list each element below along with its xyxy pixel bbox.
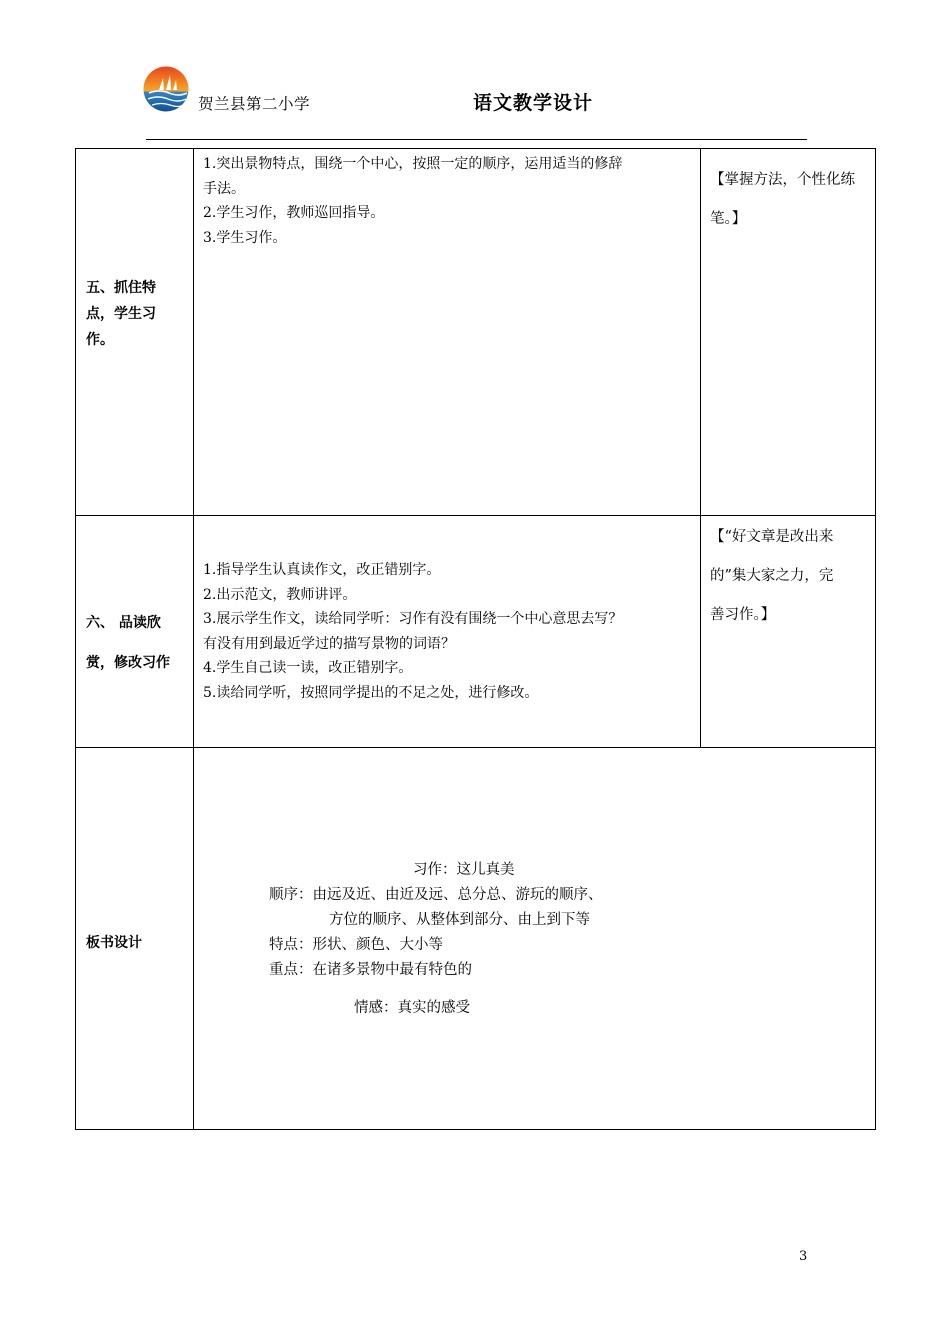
blackboard-design [194,748,875,1128]
board-order-line: 顺序：由远及近、由近及远、总分总、游玩的顺序、 [269,887,603,903]
design-note: 【掌握方法，个性化练 笔。】 [710,172,855,227]
board-title: 习作：这儿真美 [413,862,515,878]
content-line: 1.突出景物特点，围绕一个中心，按照一定的顺序，运用适当的修辞 [203,156,623,172]
board-order-line: 方位的顺序、从整体到部分、由上到下等 [329,912,590,928]
table-row [76,748,876,1130]
board-emotion: 情感：真实的感受 [354,1000,470,1016]
lesson-plan-table [75,148,876,1130]
stage-title: 五、抓住特 点，学生习 作。 [86,280,156,348]
content-line: 2.出示范文，教师讲评。 [203,586,357,603]
document-title: 语文教学设计 [473,92,594,114]
school-name: 贺兰县第二小学 [198,95,311,113]
board-features: 特点：形状、颜色、大小等 [269,937,443,953]
content-line: 2.学生习作，教师巡回指导。 [203,205,385,221]
blackboard-cell [194,748,876,1130]
activity-content [194,149,700,250]
header-divider [146,139,807,140]
content-line: 5.读给同学听，按照同学提出的不足之处，进行修改。 [203,684,539,701]
table-row [76,149,876,516]
content-line: 1.指导学生认真读作文，改正错别字。 [203,562,441,578]
stage-title: 板书设计 [86,935,142,951]
note-cell [701,516,876,748]
activity-content [194,516,700,705]
content-line: 3.展示学生作文，读给同学听：习作有没有围绕一个中心意思去写？ [203,611,623,627]
design-note: 【“好文章是改出来 的”集大家之力，完 善习作。】 [710,529,834,623]
content-cell [194,516,701,748]
content-line: 4.学生自己读一读，改正错别字。 [203,660,413,676]
content-line: 手法。 [203,180,245,197]
stage-cell [76,516,194,748]
content-line: 有没有用到最近学过的描写景物的词语？ [203,635,455,652]
page-header [0,0,950,145]
stage-cell [76,149,194,516]
content-cell [194,149,701,516]
stage-cell [76,748,194,1130]
page-number: 3 [799,1249,808,1264]
content-line: 3.学生习作。 [203,229,287,246]
board-focus: 重点：在诸多景物中最有特色的 [269,962,472,978]
school-logo-icon [143,66,189,112]
stage-title: 六、 品读欣 赏，修改习作 [86,615,170,671]
note-cell [701,149,876,516]
table-row [76,516,876,748]
